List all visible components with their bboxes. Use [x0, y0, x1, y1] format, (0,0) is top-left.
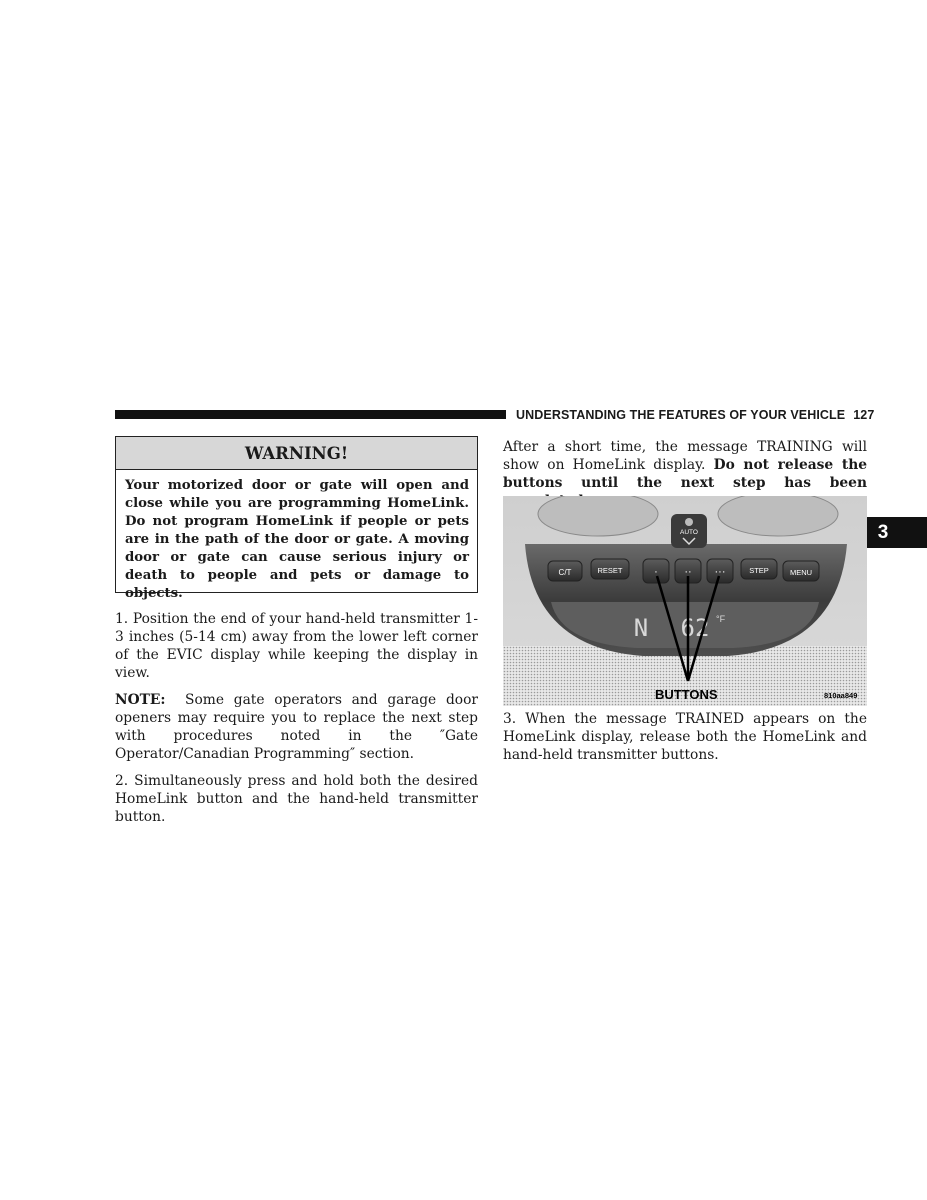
homelink-2-label: ·· — [684, 566, 692, 578]
warning-box — [115, 436, 478, 601]
right-column-bottom — [503, 710, 867, 764]
display-temperature: 62 — [680, 614, 710, 642]
map-light-right — [718, 496, 838, 536]
note-text: Some gate operators and garage door openers may require you to replace the next step with procedures noted in the ″Gate Operator/Canadian Programming″ section. — [115, 692, 478, 762]
header-rule — [115, 410, 506, 419]
menu-label: MENU — [789, 568, 813, 577]
figure-caption: BUTTONS — [655, 687, 718, 702]
page-number: 127 — [853, 408, 875, 422]
reset-label: RESET — [597, 566, 623, 575]
note-paragraph — [115, 691, 478, 763]
map-light-left — [538, 496, 658, 536]
running-header — [516, 408, 874, 422]
warning-body: Your motorized door or gate will open and close while you are programming HomeLink. Do not program HomeLink if people or pets are in the path of the door or gate. A moving door or gate can cause serious injury or death to people and pets or damage to objects. — [125, 478, 469, 601]
homelink-3-label: ··· — [714, 566, 726, 578]
note-label: NOTE: — [115, 692, 166, 708]
chapter-tab: 3 — [867, 517, 927, 548]
homelink-1-label: · — [654, 566, 658, 578]
display-compass: N — [633, 614, 649, 642]
step-3: 3. When the message TRAINED appears on the HomeLink display, release both the HomeLink and hand-held transmitter buttons. — [503, 711, 867, 763]
header-title: UNDERSTANDING THE FEATURES OF YOUR VEHICLE — [516, 408, 846, 422]
training-bold-text: Do not release the buttons until the next step has been — [503, 457, 868, 491]
ct-label: C/T — [558, 568, 572, 577]
display-unit: °F — [716, 614, 726, 624]
warning-heading: WARNING! — [116, 437, 477, 470]
overhead-console-figure — [503, 496, 867, 706]
auto-light-icon — [685, 518, 693, 526]
left-column — [115, 610, 478, 826]
step-label: STEP — [749, 566, 769, 575]
step-2: 2. Simultaneously press and hold both the desired HomeLink button and the hand-held transmitter button. — [115, 773, 478, 825]
training-text: After a short time, the message TRAINING will show on HomeLink display. — [503, 439, 867, 473]
step-1: 1. Position the end of your hand-held transmitter 1-3 inches (5-14 cm) away from the lower left corner of the EVIC display while keeping the display in view. — [115, 611, 478, 681]
figure-code: 810aa849 — [824, 691, 858, 700]
auto-label: AUTO — [680, 529, 698, 536]
